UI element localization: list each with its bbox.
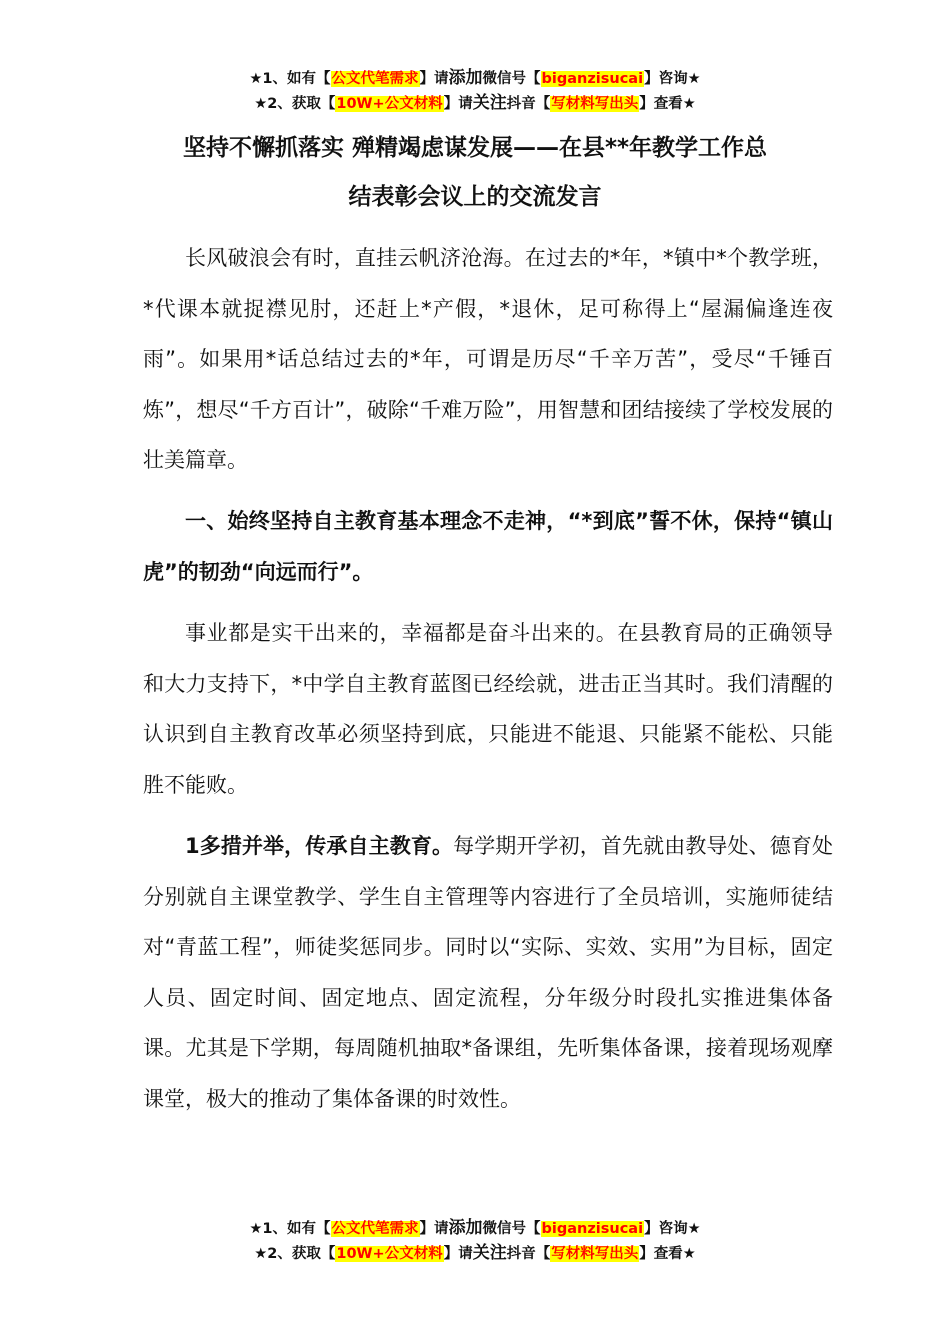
footer-notice (0, 1216, 950, 1266)
section-heading-1: 一、始终坚持自主教育基本理念不走神，“*到底”誓不休，保持“镇山虎”的韧劲“向远而行”。 (143, 509, 833, 584)
paragraph-3 (143, 821, 833, 1124)
title-line-2: 结表彰会议上的交流发言 (348, 184, 602, 210)
highlight-service: 公文代笔需求 (331, 71, 419, 87)
highlight-materials: 10W+公文材料 (336, 1246, 443, 1262)
notice-line-2: ★2、获取【10W+公文材料】请关注抖音【写材料写出头】查看★ (254, 1243, 696, 1263)
paragraph-2: 事业都是实干出来的，幸福都是奋斗出来的。在县教育局的正确领导和大力支持下，*中学自主教育蓝图已经绘就，进击正当其时。我们清醒的认识到自主教育改革必须坚持到底，只能进不能退、只能紧不能松、只能胜不能败。 (143, 621, 833, 797)
document-body (143, 233, 833, 486)
highlight-douyin: 写材料写出头 (551, 1246, 639, 1262)
header-notice (0, 66, 950, 116)
document-title (120, 124, 830, 222)
paragraph-block-2 (143, 608, 833, 810)
highlight-douyin: 写材料写出头 (551, 96, 639, 112)
title-line-1: 坚持不懈抓落实 殚精竭虑谋发展——在县**年教学工作总 (182, 135, 768, 161)
notice-line-1: ★1、如有【公文代笔需求】请添加微信号【biganzisucai】咨询★ (249, 1218, 701, 1238)
highlight-wechat-id: biganzisucai (541, 71, 644, 87)
section-heading-block (143, 496, 833, 597)
notice-line-1: ★1、如有【公文代笔需求】请添加微信号【biganzisucai】咨询★ (249, 68, 701, 88)
highlight-materials: 10W+公文材料 (336, 96, 443, 112)
paragraph-block-3 (143, 821, 833, 1124)
highlight-wechat-id: biganzisucai (541, 1221, 644, 1237)
paragraph-intro: 长风破浪会有时，直挂云帆济沧海。在过去的*年，*镇中*个教学班，*代课本就捉襟见肘，还赶上*产假，*退休，足可称得上“屋漏偏逢连夜雨”。如果用*话总结过去的*年，可谓是历尽“千辛万苦”，受尽“千锤百炼”，想尽“千方百计”，破除“千难万险”，用智慧和团结接续了学校发展的壮美篇章。 (143, 246, 833, 472)
paragraph-3-text: 每学期开学初，首先就由教导处、德育处分别就自主课堂教学、学生自主管理等内容进行了全员培训，实施师徒结对“青蓝工程”，师徒奖惩同步。同时以“实际、实效、实用”为目标，固定人员、固定时间、固定地点、固定流程，分年级分时段扎实推进集体备课。尤其是下学期，每周随机抽取*备课组，先听集体备课，接着现场观摩课堂，极大的推动了集体备课的时效性。 (143, 834, 833, 1111)
highlight-service: 公文代笔需求 (331, 1221, 419, 1237)
paragraph-3-lead: 1多措并举，传承自主教育。 (185, 834, 454, 858)
notice-line-2: ★2、获取【10W+公文材料】请关注抖音【写材料写出头】查看★ (254, 93, 696, 113)
